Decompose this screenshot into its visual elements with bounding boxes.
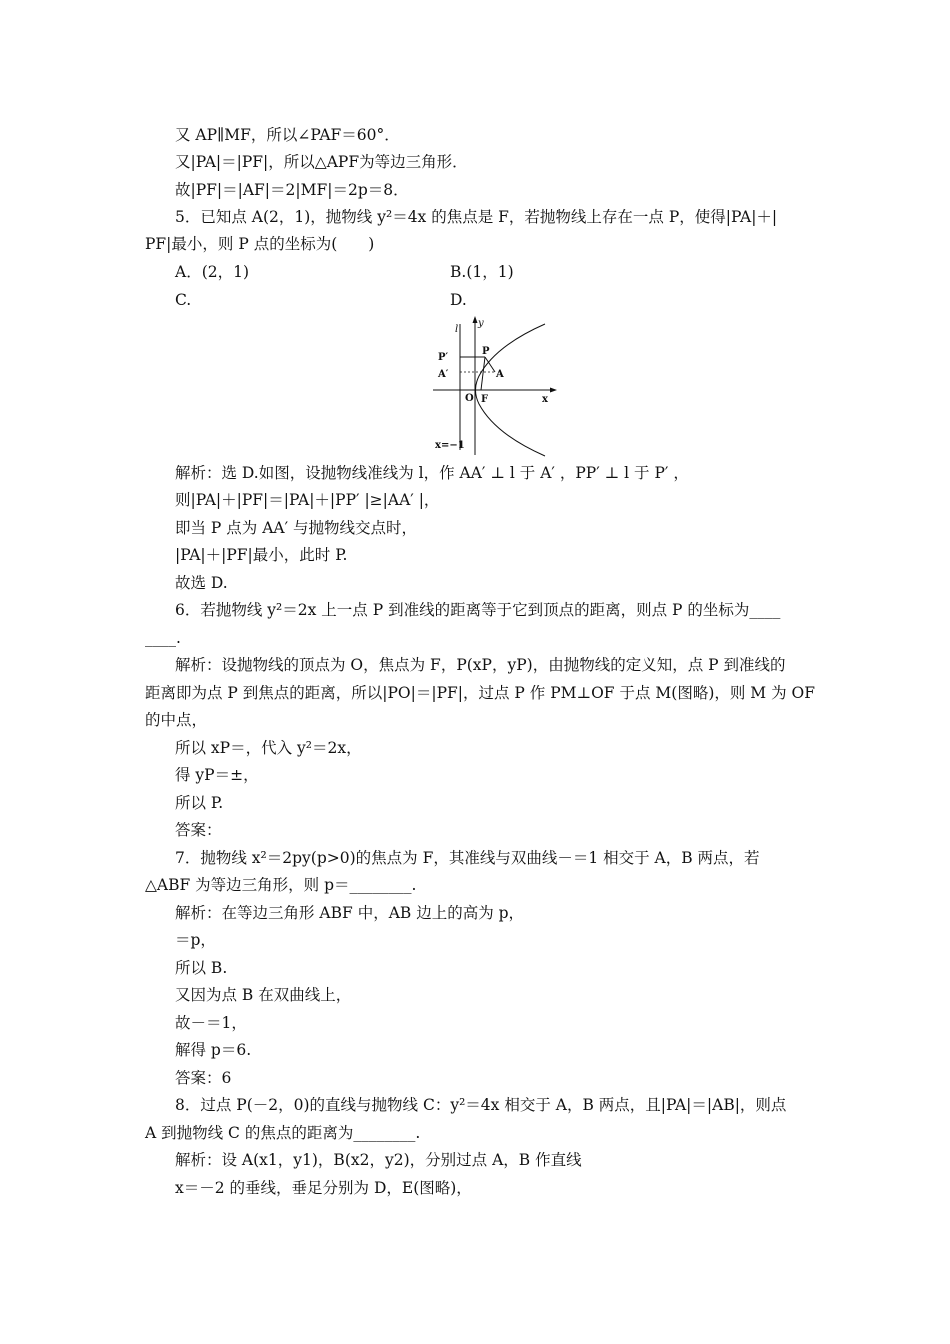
option-c: C. — [175, 291, 192, 309]
text-line: ____. — [145, 629, 181, 647]
label-a: A — [496, 369, 504, 380]
answer-7: 答案：6 — [175, 1069, 232, 1087]
label-p: P — [482, 346, 490, 357]
question-6: 6．若抛物线 y²＝2x 上一点 P 到准线的距离等于它到顶点的距离，则点 P 的坐标为____ — [175, 601, 781, 619]
text-line: PF|最小，则 P 点的坐标为( ) — [145, 235, 375, 253]
text-line: 得 yP＝±， — [175, 766, 259, 784]
label-directrix: x=−1 — [435, 440, 465, 451]
text-line: 所以 B. — [175, 959, 228, 977]
text-line: 又|PA|＝|PF|，所以△APF为等边三角形． — [175, 153, 468, 171]
text-line: △ABF 为等边三角形，则 p＝________. — [145, 876, 417, 894]
text-line: 的中点， — [145, 711, 208, 729]
text-line: 即当 P 点为 AA′ 与抛物线交点时， — [175, 519, 418, 537]
text-line: 又因为点 B 在双曲线上， — [175, 986, 352, 1004]
text-line: 所以 xP＝，代入 y²＝2x， — [175, 739, 362, 757]
parabola-figure — [425, 310, 565, 460]
label-l: l — [455, 324, 459, 335]
text-line: 距离即为点 P 到焦点的距离，所以|PO|＝|PF|，过点 P 作 PM⊥OF 于点 M(图略)，则 M 为 OF — [145, 684, 815, 702]
text-line: 故选 D. — [175, 574, 228, 592]
option-a: A．(2，1) — [175, 263, 250, 281]
label-o: O — [465, 393, 474, 404]
question-7: 7．抛物线 x²＝2py(p>0)的焦点为 F，其准线与双曲线－＝1 相交于 A，B 两点，若 — [175, 849, 760, 867]
solution-5: 解析：选 D.如图，设抛物线准线为 l，作 AA′ ⊥ l 于 A′ ，PP′ ⊥ l 于 P′ ， — [175, 464, 689, 482]
option-b: B.(1，1) — [450, 263, 514, 281]
text-line: A 到抛物线 C 的焦点的距离为________. — [145, 1124, 421, 1142]
text-line: 故－＝1， — [175, 1014, 247, 1032]
solution-6: 解析：设抛物线的顶点为 O，焦点为 F，P(xP，yP)，由抛物线的定义知，点 P 到准线的 — [175, 656, 786, 674]
label-y: y — [478, 318, 484, 329]
text-line: |PA|＋|PF|最小，此时 P. — [175, 546, 348, 564]
text-line: 故|PF|＝|AF|＝2|MF|＝2p＝8． — [175, 181, 409, 199]
solution-8: 解析：设 A(x1，y1)，B(x2，y2)，分别过点 A，B 作直线 — [175, 1151, 582, 1169]
label-f: F — [481, 394, 489, 405]
label-a-prime: A′ — [438, 369, 449, 380]
question-8: 8．过点 P(－2，0)的直线与抛物线 C：y²＝4x 相交于 A，B 两点，且|PA|＝|AB|，则点 — [175, 1096, 787, 1114]
text-line: ＝p， — [175, 931, 216, 949]
label-x: x — [542, 394, 548, 405]
text-line: 所以 P. — [175, 794, 224, 812]
label-p-prime: P′ — [438, 352, 449, 363]
text-line: x＝－2 的垂线，垂足分别为 D，E(图略)， — [175, 1179, 472, 1197]
solution-7: 解析：在等边三角形 ABF 中，AB 边上的高为 p， — [175, 904, 525, 922]
answer-6: 答案： — [175, 821, 222, 839]
text-line: 则|PA|＋|PF|＝|PA|＋|PP′ |≥|AA′ |， — [175, 491, 440, 509]
option-d: D. — [450, 291, 467, 309]
question-5: 5．已知点 A(2，1)，抛物线 y²＝4x 的焦点是 F，若抛物线上存在一点 P，使得|PA|＋| — [175, 208, 778, 226]
text-line: 解得 p＝6. — [175, 1041, 252, 1059]
text-line: 又 AP∥MF，所以∠PAF＝60°． — [175, 126, 400, 144]
